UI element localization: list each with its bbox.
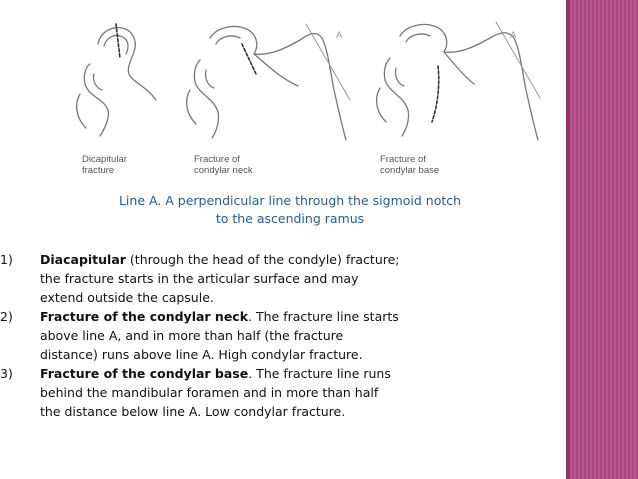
list-item-text: extend outside the capsule.	[40, 290, 214, 305]
label-dicapitular-fracture: Dicapitular fracture	[82, 154, 127, 176]
list-item-text: . The fracture line runs	[248, 366, 391, 381]
list-item-condylar-neck	[0, 307, 560, 364]
diagram-condylar-neck	[187, 24, 350, 140]
list-item-diacapitular	[0, 250, 560, 307]
list-item-condylar-base	[0, 364, 560, 421]
caption-line-1: Line A. A perpendicular line through the sigmoid notch	[118, 193, 462, 208]
figure-caption	[60, 192, 520, 228]
fracture-diagrams-svg	[60, 4, 560, 184]
list-number: 2)	[0, 309, 13, 324]
caption-line-2: to the ascending ramus	[215, 211, 365, 226]
list-item-title: Fracture of the condylar neck	[40, 309, 249, 324]
label-condylar-neck-fracture: Fracture of condylar neck	[194, 154, 253, 176]
list-number: 3)	[0, 366, 13, 381]
label-line-a-base: A	[510, 30, 517, 41]
list-number: 1)	[0, 252, 13, 267]
list-item-title: Fracture of the condylar base	[40, 366, 249, 381]
list-item-text: distance) runs above line A. High condylar fracture.	[40, 347, 363, 362]
label-condylar-base-fracture: Fracture of condylar base	[380, 154, 440, 176]
list-item-title: Diacapitular	[40, 252, 126, 267]
decorative-side-bar-edge	[566, 0, 570, 479]
list-item-text: . The fracture line starts	[248, 309, 399, 324]
list-item-text: the distance below line A. Low condylar fracture.	[40, 404, 346, 419]
list-item-text: behind the mandibular foramen and in more than half	[40, 385, 379, 400]
list-item-text: the fracture starts in the articular surface and may	[40, 271, 359, 286]
fracture-illustration	[60, 4, 560, 184]
label-line-a-neck: A	[336, 30, 343, 41]
fracture-type-list	[0, 250, 560, 421]
decorative-side-bar	[566, 0, 638, 479]
diagram-dicapitular	[77, 24, 156, 136]
list-item-text: (through the head of the condyle) fracture;	[125, 252, 400, 267]
list-item-text: above line A, and in more than half (the fracture	[40, 328, 344, 343]
